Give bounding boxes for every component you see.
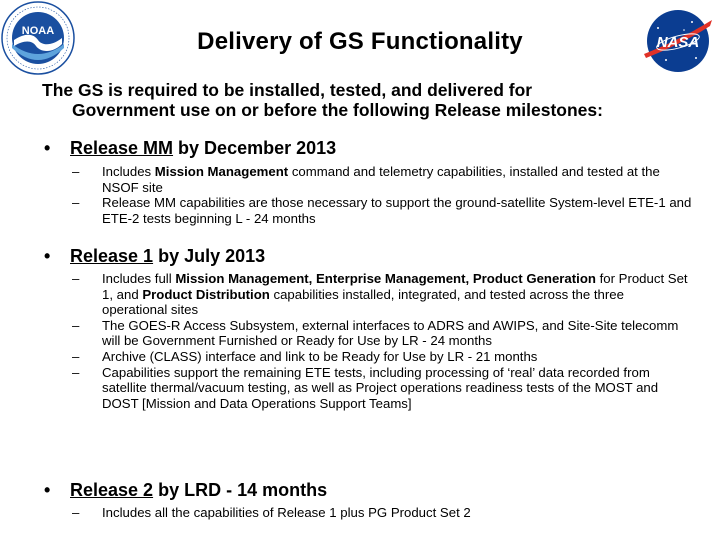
item-text: capabilities installed, integrated, and tested across the three operational sites (102, 286, 624, 318)
dash-marker: – (72, 364, 80, 380)
dash-marker: – (72, 164, 80, 179)
release-2-details (72, 505, 692, 521)
bold-term: Mission Management, Enterprise Management, Product Generation (175, 271, 596, 286)
release-date: by December 2013 (173, 138, 337, 158)
item-text: Includes all the capabilities of Release 1 plus PG Product Set 2 (102, 505, 471, 520)
bullet: • (44, 138, 51, 158)
release-name: Release 2 (70, 480, 154, 500)
release-mm-details (72, 164, 692, 226)
release-name: Release 1 (70, 246, 154, 266)
dash-marker: – (72, 271, 80, 286)
sub-bullet-item (72, 195, 692, 226)
dash-marker: – (72, 317, 80, 333)
intro-line-1: The GS is required to be installed, tested, and delivered for (42, 80, 533, 100)
bold-term: Product Distribution (142, 286, 270, 302)
bold-term: Mission Management (154, 164, 289, 179)
item-text: Capabilities support the remaining ETE tests, including processing of ‘real’ data recorded from satellite thermal/vacuum testing, as well as Project operations readiness tests of the MOST and DOST [Mission and Data Operations Support Teams] (102, 364, 659, 411)
intro-paragraph (42, 80, 702, 120)
release-2-heading (44, 480, 327, 501)
release-date: by LRD - 14 months (153, 480, 328, 500)
release-mm-heading (44, 138, 336, 159)
dash-marker: – (72, 348, 80, 364)
nasa-logo-text: NASA (656, 34, 700, 51)
bullet: • (44, 246, 51, 266)
dash-marker: – (72, 195, 80, 211)
intro-line-2: Government use on or before the following Release milestones: (72, 100, 603, 120)
bullet: • (44, 480, 51, 500)
item-text: Archive (CLASS) interface and link to be Ready for Use by LR - 21 months (102, 348, 538, 364)
item-text: for Product Set 1, and (102, 271, 688, 302)
item-text: command and telemetry capabilities, installed and tested at the NSOF site (102, 164, 660, 195)
slide-title: Delivery of GS Functionality (197, 28, 523, 55)
release-date: by July 2013 (153, 246, 266, 266)
sub-bullet-item (72, 164, 692, 195)
sub-bullet-item (72, 349, 692, 365)
release-1-details (72, 271, 692, 411)
item-text: Includes full (102, 271, 176, 286)
sub-bullet-item (72, 271, 692, 318)
sub-bullet-item (72, 318, 692, 349)
release-name: Release MM (70, 138, 174, 158)
sub-bullet-item (72, 505, 692, 521)
item-text: The GOES-R Access Subsystem, external interfaces to ADRS and AWIPS, and Site-Site telecomm will be Government Furnished or Ready for Use by LR - 24 months (102, 317, 679, 349)
noaa-logo-text: NOAA (21, 25, 55, 37)
item-text: Release MM capabilities are those necessary to support the ground-satellite System-level ETE-1 and ETE-2 tests beginning L - 24 months (102, 195, 692, 226)
item-text: Includes (102, 164, 155, 179)
sub-bullet-item (72, 365, 692, 412)
dash-marker: – (72, 505, 80, 520)
release-1-heading (44, 246, 265, 267)
